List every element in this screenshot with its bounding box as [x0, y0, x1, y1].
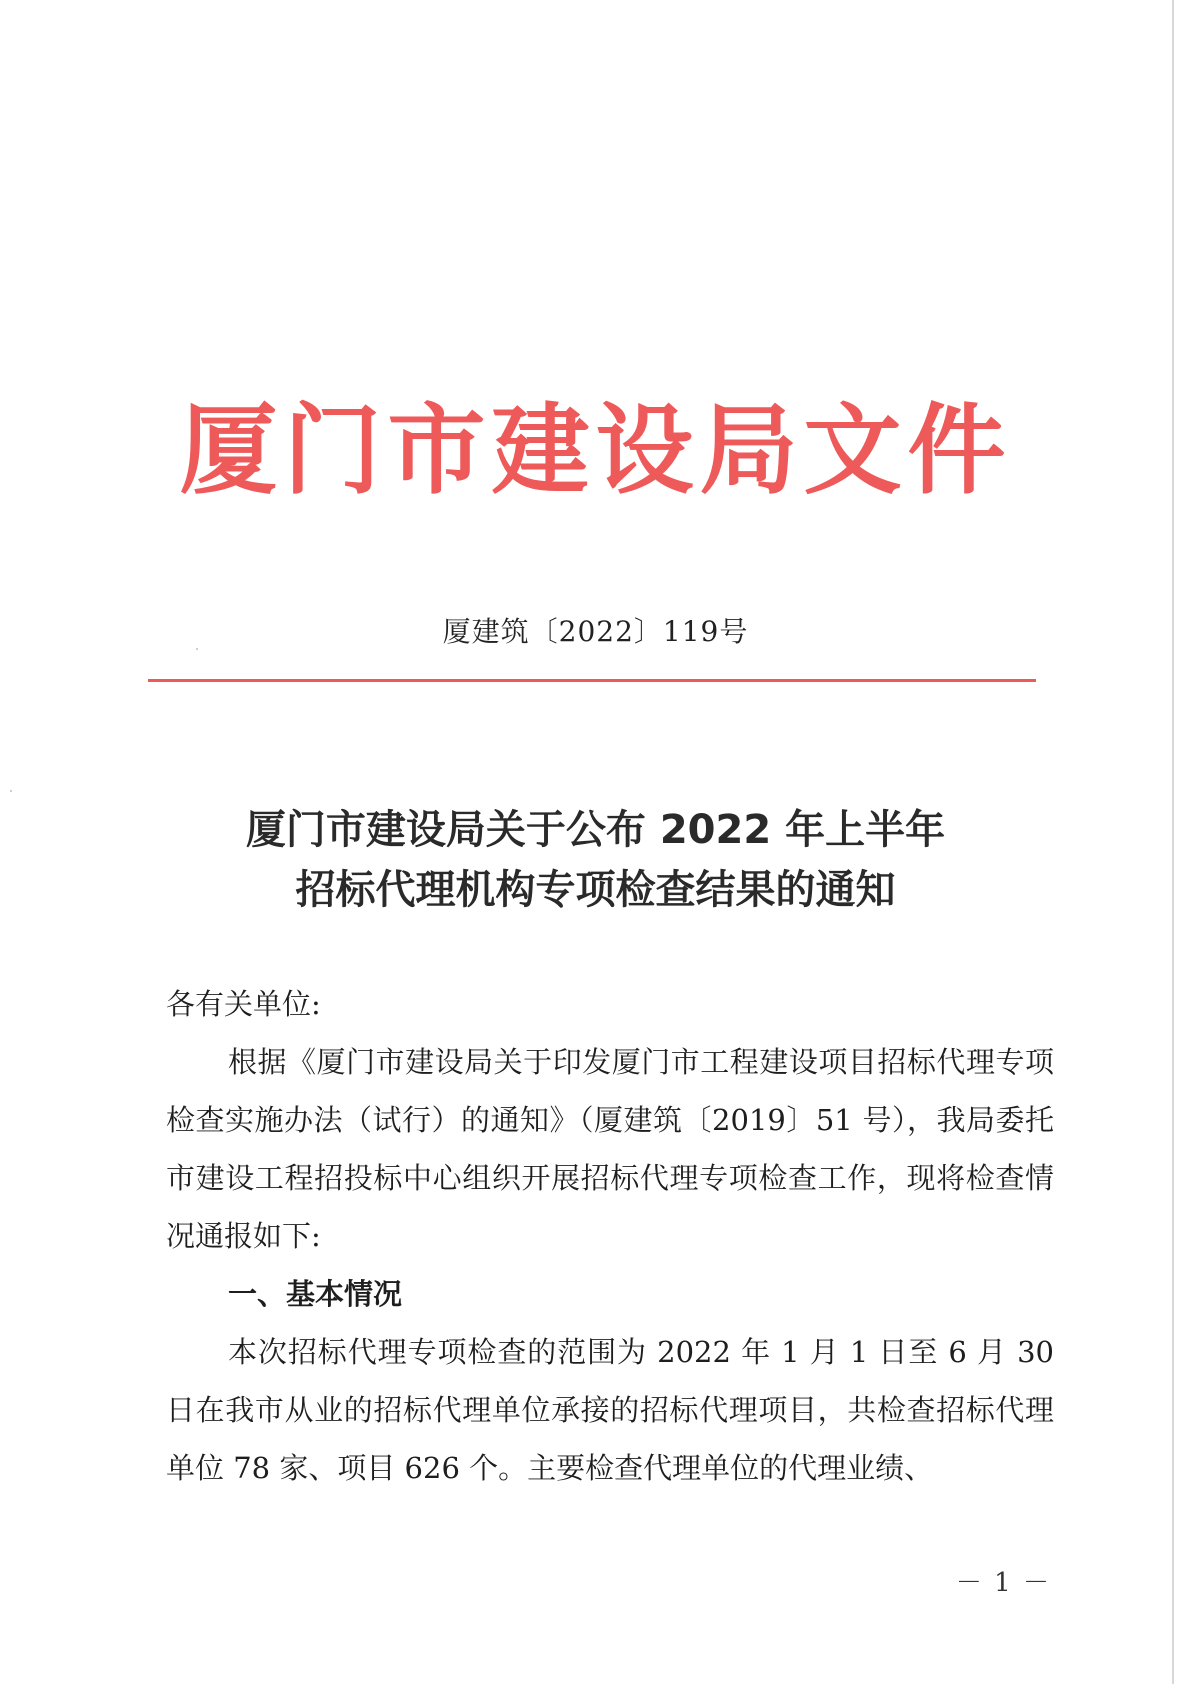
body-paragraph-1: 根据《厦门市建设局关于印发厦门市工程建设项目招标代理专项检查实施办法（试行）的通知》（厦建筑〔2019〕51 号），我局委托市建设工程招投标中心组织开展招标代理专项检查工作，现将检查情况通报如下:	[166, 1045, 1054, 1253]
notice-title	[0, 800, 1191, 920]
page-number: － 1 －	[955, 1568, 1051, 1598]
notice-title-line-1: 厦门市建设局关于公布 2022 年上半年	[245, 807, 946, 853]
document-number: 厦建筑〔2022〕119号	[442, 615, 749, 648]
body-paragraph-2: 本次招标代理专项检查的范围为 2022 年 1 月 1 日至 6 月 30 日在我市从业的招标代理单位承接的招标代理项目，共检查招标代理单位 78 家、项目 626 个。主要检查代理单位的代理业绩、	[166, 1335, 1054, 1485]
notice-title-line-2: 招标代理机构专项检查结果的通知	[295, 867, 896, 913]
salutation: 各有关单位:	[166, 987, 321, 1021]
document-body	[166, 975, 1054, 1497]
document-header-title: 厦门市建设局文件	[179, 394, 1012, 508]
section-heading-basic-info: 一、基本情况	[228, 1277, 403, 1311]
scan-speck	[10, 790, 12, 792]
red-divider-rule	[148, 679, 1036, 682]
